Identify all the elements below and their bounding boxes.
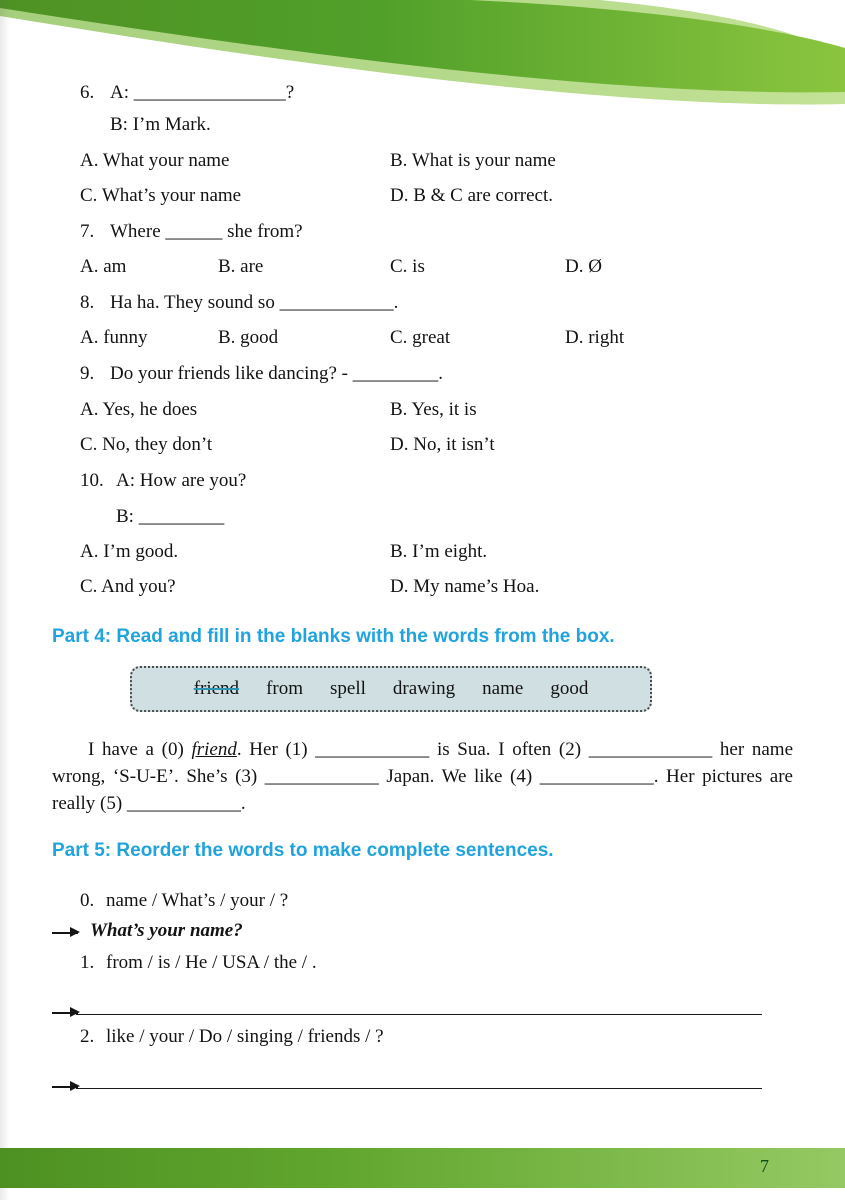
question-8-options <box>0 327 845 357</box>
cloze-paragraph <box>52 736 793 817</box>
option-9d: D. No, it isn’t <box>390 434 495 455</box>
option-8b: B. good <box>218 327 279 348</box>
question-10-options-ab <box>0 541 845 571</box>
option-7b: B. are <box>218 256 264 277</box>
question-6-options-ab <box>0 150 845 180</box>
option-6b: B. What is your name <box>390 150 556 171</box>
part-4-heading: Part 4: Read and fill in the blanks with the words from the box. <box>52 626 615 647</box>
reorder-item-0-text: name / What’s / your / ? <box>106 890 289 911</box>
word-box <box>130 666 652 712</box>
reorder-item-0-answer-row <box>0 920 845 950</box>
word-box-item: good <box>550 678 589 699</box>
option-6a: A. What your name <box>80 150 230 171</box>
reorder-item-1-answer-line-row <box>0 990 845 1020</box>
question-10-number: 10. <box>80 470 104 491</box>
option-7c: C. is <box>390 256 425 277</box>
option-8a: A. funny <box>80 327 148 348</box>
right-arrow-icon <box>52 1012 78 1014</box>
question-7-number: 7. <box>80 221 95 242</box>
question-8-prompt: Ha ha. They sound so ____________. <box>110 292 399 313</box>
answer-blank-line <box>76 1064 762 1089</box>
reorder-item-2-text: like / your / Do / singing / friends / ? <box>106 1026 384 1047</box>
reorder-item-2-number: 2. <box>80 1026 95 1047</box>
question-9-options-ab <box>0 399 845 429</box>
option-6c: C. What’s your name <box>80 185 242 206</box>
page-number: 7 <box>760 1156 769 1176</box>
question-6-reply-row <box>0 114 845 144</box>
reorder-item-0-row <box>0 890 845 920</box>
question-7-row <box>0 221 845 251</box>
option-10c: C. And you? <box>80 576 176 597</box>
option-10b: B. I’m eight. <box>390 541 488 562</box>
reorder-item-1-text: from / is / He / USA / the / . <box>106 952 317 973</box>
reorder-item-1-row <box>0 952 845 982</box>
question-6-options-cd <box>0 185 845 215</box>
option-9c: C. No, they don’t <box>80 434 213 455</box>
question-10-reply: B: _________ <box>116 506 225 527</box>
word-box-item: from <box>266 678 303 699</box>
option-7a: A. am <box>80 256 127 277</box>
option-10d: D. My name’s Hoa. <box>390 576 540 597</box>
option-10a: A. I’m good. <box>80 541 179 562</box>
question-10-prompt: A: How are you? <box>116 470 247 491</box>
question-10-options-cd <box>0 576 845 606</box>
reorder-item-2-row <box>0 1026 845 1056</box>
question-6-reply: B: I’m Mark. <box>110 114 211 135</box>
question-8-number: 8. <box>80 292 95 313</box>
question-7-prompt: Where ______ she from? <box>110 221 303 242</box>
option-9a: A. Yes, he does <box>80 399 198 420</box>
question-10-reply-row <box>0 506 845 536</box>
reorder-item-1-number: 1. <box>80 952 95 973</box>
question-7-options <box>0 256 845 286</box>
word-box-item: name <box>482 678 524 699</box>
cloze-segment: . Her (1) ____________ is Sua. I often (2) _____________ her name wrong, ‘S-U-E’. She’s (3) ____________ Japan. We like (4) ____________. Her pictures are really (5) ____________. <box>52 739 794 814</box>
question-8-row <box>0 292 845 322</box>
option-8c: C. great <box>390 327 451 348</box>
question-9-prompt: Do your friends like dancing? - _________. <box>110 363 443 384</box>
question-9-number: 9. <box>80 363 95 384</box>
right-arrow-icon <box>52 932 78 934</box>
option-8d: D. right <box>565 327 625 348</box>
part-5-heading: Part 5: Reorder the words to make complete sentences. <box>52 840 554 861</box>
cloze-segment: I have a (0) <box>88 739 192 760</box>
question-9-options-cd <box>0 434 845 464</box>
word-box-item: drawing <box>392 678 456 699</box>
word-box-struck-item: friend <box>193 678 240 699</box>
answer-blank-line <box>76 990 762 1015</box>
question-9-row <box>0 363 845 393</box>
cloze-example-word: friend <box>191 739 237 760</box>
footer-green-band <box>0 1148 845 1188</box>
question-6-prompt: A: ________________? <box>110 82 295 103</box>
option-7d: D. Ø <box>565 256 602 277</box>
reorder-item-2-answer-line-row <box>0 1064 845 1094</box>
question-10-row <box>0 470 845 500</box>
reorder-item-0-answer: What’s your name? <box>90 920 243 941</box>
question-6-number: 6. <box>80 82 95 103</box>
option-9b: B. Yes, it is <box>390 399 477 420</box>
word-box-item: spell <box>330 678 366 699</box>
right-arrow-icon <box>52 1086 78 1088</box>
option-6d: D. B & C are correct. <box>390 185 554 206</box>
reorder-item-0-number: 0. <box>80 890 95 911</box>
question-6-row <box>0 82 845 112</box>
